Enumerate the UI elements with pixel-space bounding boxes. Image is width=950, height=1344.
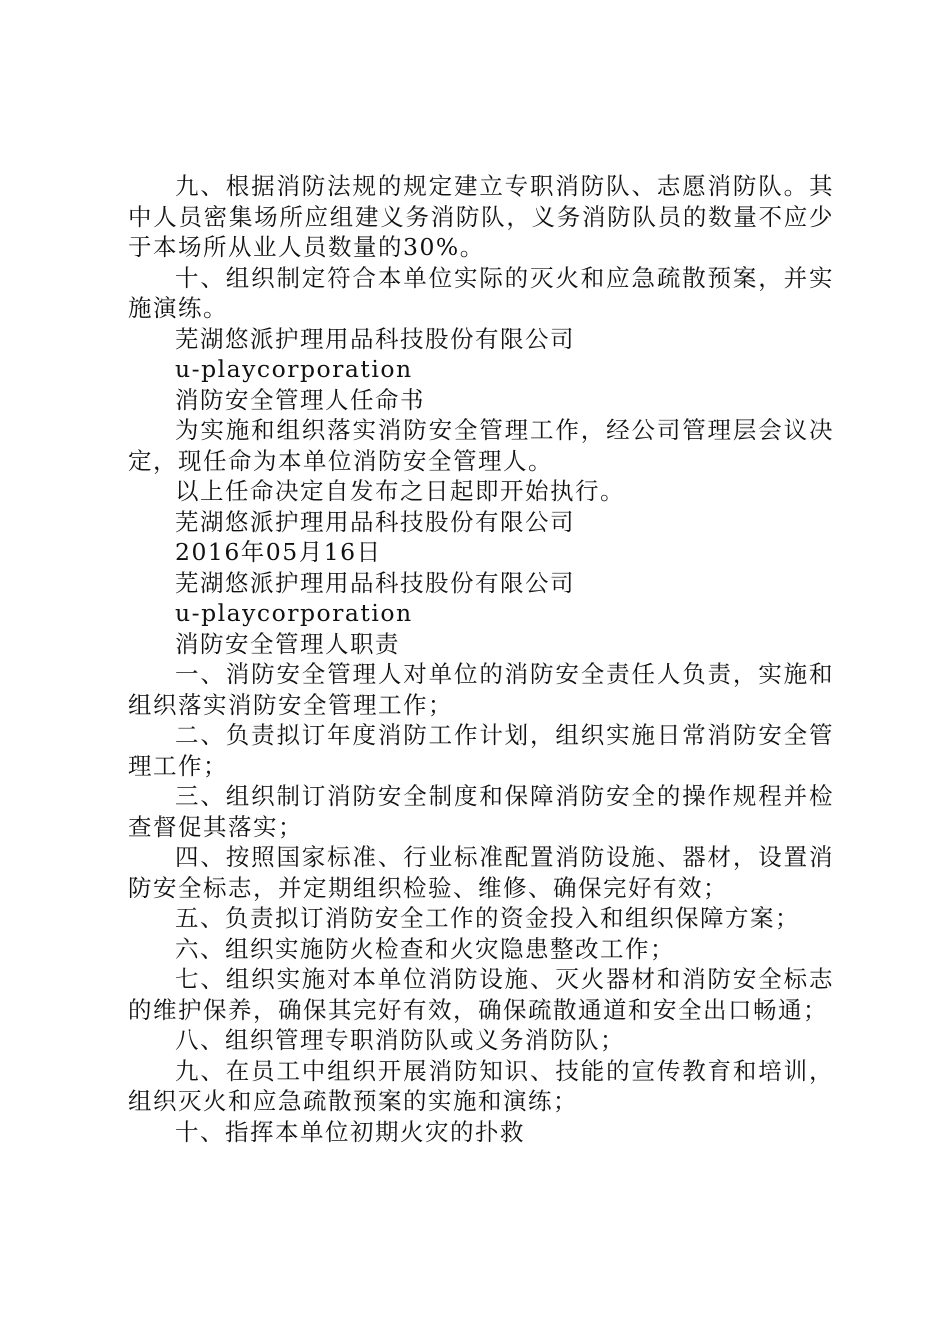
duty-item: 三、组织制订消防安全制度和保障消防安全的操作规程并检查督促其落实； [128,782,834,841]
signature-company: 芜湖悠派护理用品科技股份有限公司 [175,507,575,536]
duty-item: 七、组织实施对本单位消防设施、灭火器材和消防安全标志的维护保养，确保其完好有效，确保疏散通道和安全出口畅通； [128,965,834,1024]
duty-item: 五、负责拟订消防安全工作的资金投入和组织保障方案； [175,904,800,932]
company-name-2: 芜湖悠派护理用品科技股份有限公司 [175,568,575,597]
document-body [128,171,834,1147]
paragraph-emergency-plan: 十、组织制定符合本单位实际的灭火和应急疏散预案，并实施演练。 [128,263,834,322]
duty-item: 九、在员工中组织开展消防知识、技能的宣传教育和培训，组织灭火和应急疏散预案的实施和演练； [128,1056,834,1115]
duty-item: 四、按照国家标准、行业标准配置消防设施、器材，设置消防安全标志，并定期组织检验、维修、确保完好有效； [128,843,834,902]
paragraph-fire-brigade: 九、根据消防法规的规定建立专职消防队、志愿消防队。其中人员密集场所应组建义务消防队，义务消防队员的数量不应少于本场所从业人员数量的30%。 [128,172,834,261]
signature-date: 2016年05月16日 [175,538,382,566]
duty-item: 十、指挥本单位初期火灾的扑救 [175,1117,525,1146]
duties-title: 消防安全管理人职责 [175,629,400,658]
duty-item: 二、负责拟订年度消防工作计划，组织实施日常消防安全管理工作； [128,721,834,780]
appointment-title: 消防安全管理人任命书 [175,385,425,414]
appointment-body: 为实施和组织落实消防安全管理工作，经公司管理层会议决定，现任命为本单位消防安全管理人。 [128,416,834,475]
duty-item: 一、消防安全管理人对单位的消防安全责任人负责，实施和组织落实消防安全管理工作； [128,660,834,719]
company-english-name: u-playcorporation [175,355,413,383]
duty-item: 六、组织实施防火检查和火灾隐患整改工作； [175,934,675,963]
company-name: 芜湖悠派护理用品科技股份有限公司 [175,324,575,353]
appointment-effective: 以上任命决定自发布之日起即开始执行。 [175,477,625,505]
company-english-name-2: u-playcorporation [175,599,413,627]
duty-item: 八、组织管理专职消防队或义务消防队； [175,1026,625,1054]
